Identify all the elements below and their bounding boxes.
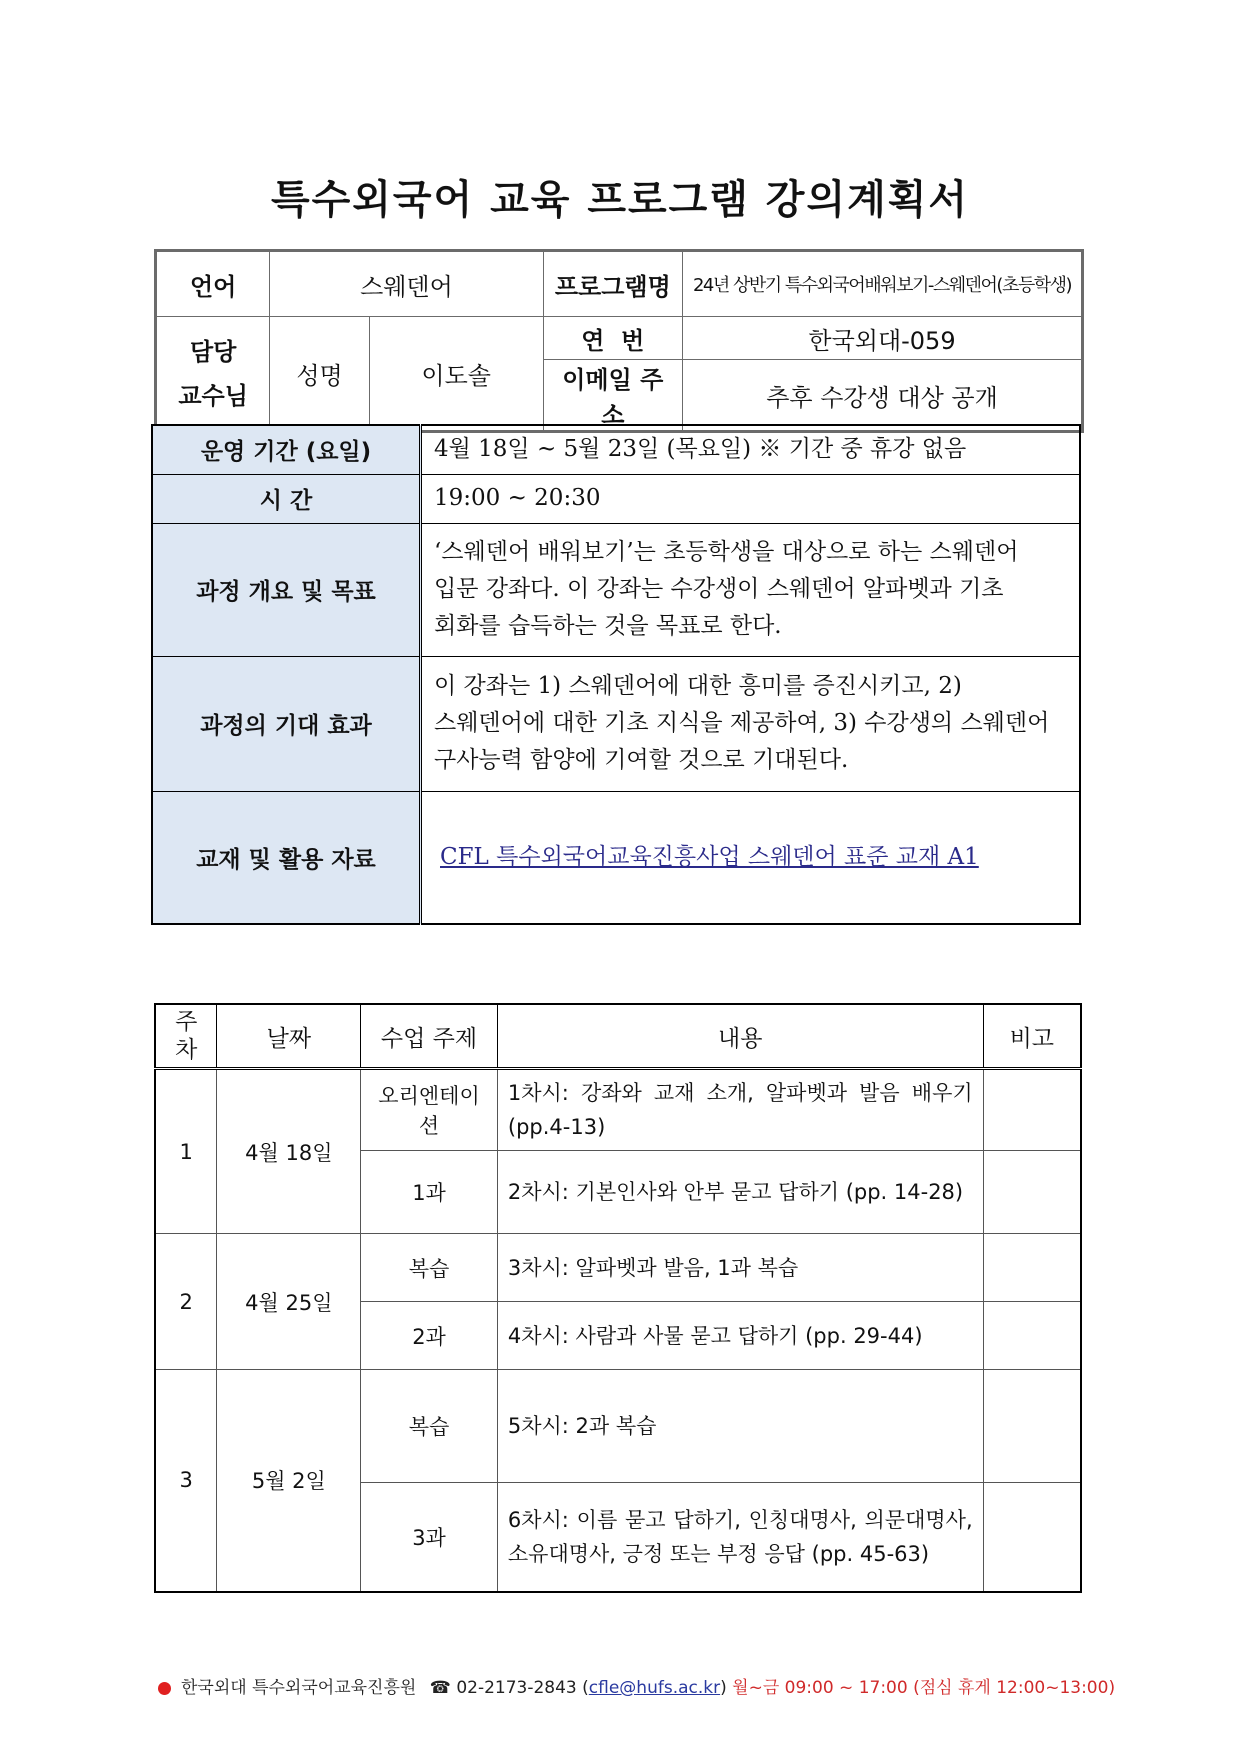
topic-cell: 오리엔테이션 xyxy=(361,1069,498,1151)
date-header: 날짜 xyxy=(217,1004,361,1069)
content-cell: 2차시: 기본인사와 안부 묻고 답하기 (pp. 14-28) xyxy=(497,1151,983,1234)
bullet-icon xyxy=(158,1682,171,1695)
materials-label: 교재 및 활용 자료 xyxy=(152,791,421,924)
topic-cell: 3과 xyxy=(361,1483,498,1592)
week-cell: 3 xyxy=(155,1370,217,1592)
course-info-table xyxy=(151,424,1081,925)
name-value: 이도솔 xyxy=(369,317,543,432)
language-label: 언어 xyxy=(156,251,270,317)
note-cell xyxy=(983,1069,1081,1151)
instructor-info-table xyxy=(154,249,1084,433)
program-label: 프로그램명 xyxy=(543,251,682,317)
content-cell: 1차시: 강좌와 교재 소개, 알파벳과 발음 배우기 (pp.4-13) xyxy=(497,1069,983,1151)
effect-value xyxy=(421,656,1081,791)
footer-hours: 월~금 09:00 ~ 17:00 (점심 휴게 12:00~13:00) xyxy=(732,1678,1116,1698)
note-cell xyxy=(983,1370,1081,1483)
table-row xyxy=(155,1069,1081,1151)
instructor-label-line2: 교수님 xyxy=(178,381,248,410)
year-value: 한국외대-059 xyxy=(683,317,1083,360)
content-cell: 4차시: 사람과 사물 묻고 답하기 (pp. 29-44) xyxy=(497,1302,983,1370)
effect-label: 과정의 기대 효과 xyxy=(152,656,421,791)
table-row xyxy=(155,1234,1081,1302)
footer: 한국외대 특수외국어교육진흥원 ☎ 02-2173-2843 (cfle@hufs.ac.kr) 월~금 09:00 ~ 17:00 (점심 휴게 12:00~13:00) xyxy=(158,1673,1115,1698)
note-cell xyxy=(983,1234,1081,1302)
date-cell: 4월 25일 xyxy=(217,1234,361,1370)
week-header: 주차 xyxy=(155,1004,217,1069)
program-value: 24년 상반기 특수외국어배워보기-스웨덴어(초등학생) xyxy=(683,251,1083,317)
period-label: 운영 기간 (요일) xyxy=(152,425,421,474)
name-label: 성명 xyxy=(270,317,369,432)
note-cell xyxy=(983,1151,1081,1234)
schedule-table xyxy=(154,1003,1082,1593)
instructor-label-line1: 담당 xyxy=(189,337,237,366)
time-value: 19:00 ~ 20:30 xyxy=(421,474,1081,523)
date-cell: 4월 18일 xyxy=(217,1069,361,1234)
period-value: 4월 18일 ~ 5월 23일 (목요일) ※ 기간 중 휴강 없음 xyxy=(421,425,1081,474)
effect-line: 스웨덴어에 대한 기초 지식을 제공하여, 3) 수강생의 스웨덴어 xyxy=(434,710,1050,736)
content-cell: 6차시: 이름 묻고 답하기, 인칭대명사, 의문대명사, 소유대명사, 긍정 또는 부정 응답 (pp. 45-63) xyxy=(497,1483,983,1592)
content-header: 내용 xyxy=(497,1004,983,1069)
footer-email[interactable]: cfle@hufs.ac.kr xyxy=(588,1678,721,1698)
footer-org: 한국외대 특수외국어교육진흥원 xyxy=(181,1678,417,1698)
note-header: 비고 xyxy=(983,1004,1081,1069)
phone-icon: ☎ xyxy=(429,1678,451,1698)
footer-phone: 02-2173-2843 xyxy=(456,1678,577,1698)
note-cell xyxy=(983,1483,1081,1592)
overview-value xyxy=(421,523,1081,656)
instructor-label xyxy=(156,317,270,432)
content-cell: 3차시: 알파벳과 발음, 1과 복습 xyxy=(497,1234,983,1302)
week-cell: 2 xyxy=(155,1234,217,1370)
time-label: 시 간 xyxy=(152,474,421,523)
note-cell xyxy=(983,1302,1081,1370)
email-label: 이메일 주소 xyxy=(543,360,682,432)
topic-cell: 복습 xyxy=(361,1234,498,1302)
date-cell: 5월 2일 xyxy=(217,1370,361,1592)
topic-cell: 2과 xyxy=(361,1302,498,1370)
effect-line: 이 강좌는 1) 스웨덴어에 대한 흥미를 증진시키고, 2) xyxy=(434,673,962,699)
effect-line: 구사능력 함양에 기여할 것으로 기대된다. xyxy=(434,747,849,773)
overview-line: 회화를 습득하는 것을 목표로 한다. xyxy=(434,613,782,639)
overview-label: 과정 개요 및 목표 xyxy=(152,523,421,656)
materials-value xyxy=(421,791,1081,924)
content-cell: 5차시: 2과 복습 xyxy=(497,1370,983,1483)
overview-line: 입문 강좌다. 이 강좌는 수강생이 스웨덴어 알파벳과 기초 xyxy=(434,576,1004,602)
topic-header: 수업 주제 xyxy=(361,1004,498,1069)
page-title: 특수외국어 교육 프로그램 강의계획서 xyxy=(270,177,970,223)
year-label: 연 번 xyxy=(543,317,682,360)
overview-line: ‘스웨덴어 배워보기’는 초등학생을 대상으로 하는 스웨덴어 xyxy=(434,539,1019,565)
topic-cell: 1과 xyxy=(361,1151,498,1234)
email-value: 추후 수강생 대상 공개 xyxy=(683,360,1083,432)
materials-link[interactable]: CFL 특수외국어교육진흥사업 스웨덴어 표준 교재 A1 xyxy=(440,843,979,870)
table-row xyxy=(155,1370,1081,1483)
week-cell: 1 xyxy=(155,1069,217,1234)
topic-cell: 복습 xyxy=(361,1370,498,1483)
language-value: 스웨덴어 xyxy=(270,251,543,317)
